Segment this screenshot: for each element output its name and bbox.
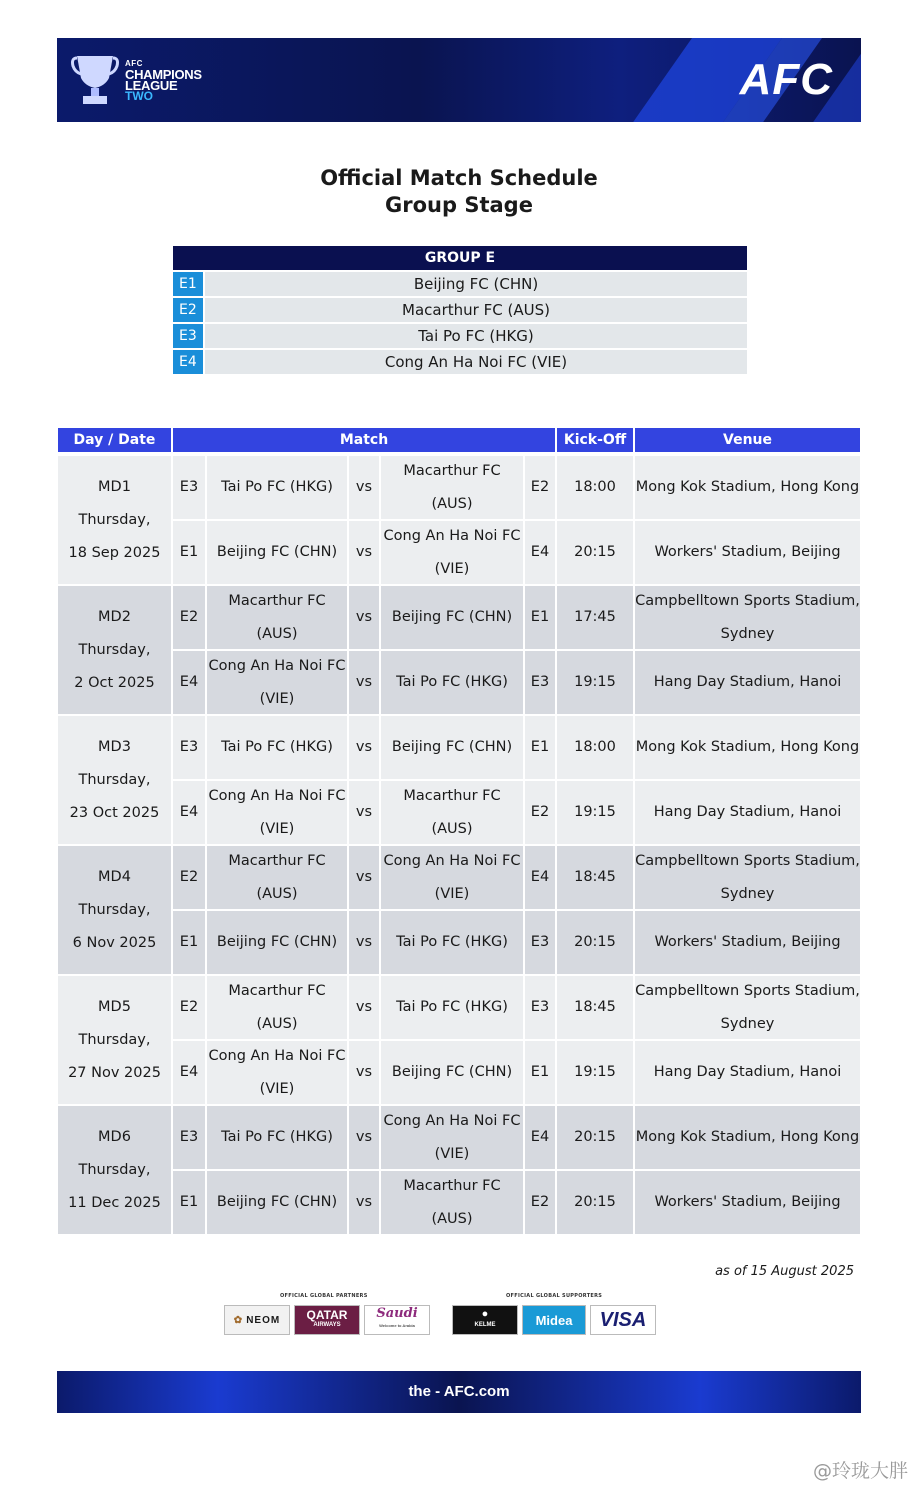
venue: Hang Day Stadium, Hanoi — [635, 651, 860, 714]
schedule-header-row — [58, 428, 860, 452]
matchday-date-cell — [58, 1106, 171, 1234]
home-team: Tai Po FC (HKG) — [207, 456, 347, 519]
group-table — [173, 246, 747, 374]
away-team-code: E4 — [525, 521, 555, 584]
home-team: Macarthur FC (AUS) — [207, 586, 347, 649]
home-team-code: E2 — [173, 976, 205, 1039]
matchday-date-cell — [58, 846, 171, 974]
kickoff-time: 19:15 — [557, 781, 633, 844]
sponsor-visa-logo: VISA — [590, 1305, 656, 1335]
kickoff-time: 18:45 — [557, 976, 633, 1039]
home-team-code: E3 — [173, 1106, 205, 1169]
footer-url: the - AFC.com — [408, 1383, 510, 1400]
venue: Workers' Stadium, Beijing — [635, 911, 860, 974]
group-header: GROUP E — [173, 246, 747, 270]
home-team: Beijing FC (CHN) — [207, 911, 347, 974]
vs-label: vs — [349, 781, 379, 844]
matchday-md: MD5 — [98, 998, 131, 1015]
kickoff-time: 18:00 — [557, 716, 633, 779]
venue: Workers' Stadium, Beijing — [635, 521, 860, 584]
home-team-code: E4 — [173, 651, 205, 714]
group-row — [173, 350, 747, 374]
venue: Campbelltown Sports Stadium, Sydney — [635, 846, 860, 909]
home-team: Macarthur FC (AUS) — [207, 846, 347, 909]
supporters-label: OFFICIAL GLOBAL SUPPORTERS — [506, 1293, 603, 1299]
team-code: E3 — [173, 324, 203, 348]
sponsor-saudi-logo: Saudi Welcome to Arabia — [364, 1305, 430, 1335]
matchday-block — [58, 976, 860, 1104]
matchday-weekday: Thursday, — [78, 1031, 151, 1048]
vs-label: vs — [349, 651, 379, 714]
home-team: Cong An Ha Noi FC (VIE) — [207, 781, 347, 844]
home-team: Tai Po FC (HKG) — [207, 1106, 347, 1169]
sponsor-kelme-logo: ● KELME — [452, 1305, 518, 1335]
paw-icon: ● — [481, 1308, 489, 1320]
home-team-code: E2 — [173, 586, 205, 649]
vs-label: vs — [349, 976, 379, 1039]
away-team: Cong An Ha Noi FC (VIE) — [381, 1106, 523, 1169]
group-row — [173, 324, 747, 348]
header-match: Match — [173, 428, 555, 452]
header-banner — [57, 38, 861, 122]
group-row — [173, 298, 747, 322]
venue: Hang Day Stadium, Hanoi — [635, 1041, 860, 1104]
title-line-2: Group Stage — [385, 193, 533, 217]
team-name: Tai Po FC (HKG) — [205, 324, 747, 348]
vs-label: vs — [349, 1171, 379, 1234]
home-team-code: E1 — [173, 911, 205, 974]
team-name: Macarthur FC (AUS) — [205, 298, 747, 322]
away-team: Beijing FC (CHN) — [381, 1041, 523, 1104]
away-team-code: E2 — [525, 1171, 555, 1234]
partners-label: OFFICIAL GLOBAL PARTNERS — [280, 1293, 368, 1299]
away-team: Tai Po FC (HKG) — [381, 911, 523, 974]
vs-label: vs — [349, 456, 379, 519]
acl-text-two: TWO — [125, 89, 153, 103]
team-code: E1 — [173, 272, 203, 296]
away-team-code: E1 — [525, 716, 555, 779]
matchday-date: 23 Oct 2025 — [69, 804, 160, 821]
kickoff-time: 20:15 — [557, 1106, 633, 1169]
kickoff-time: 18:45 — [557, 846, 633, 909]
away-team: Cong An Ha Noi FC (VIE) — [381, 846, 523, 909]
sponsor-neom-logo: ✿ NEOM — [224, 1305, 290, 1335]
header-day-date: Day / Date — [58, 428, 171, 452]
venue: Mong Kok Stadium, Hong Kong — [635, 716, 860, 779]
header-kickoff: Kick-Off — [557, 428, 633, 452]
vs-label: vs — [349, 911, 379, 974]
matchday-date: 27 Nov 2025 — [68, 1064, 161, 1081]
away-team-code: E1 — [525, 1041, 555, 1104]
acl-two-logo — [71, 52, 261, 108]
header-venue: Venue — [635, 428, 860, 452]
matchday-block — [58, 846, 860, 974]
home-team: Macarthur FC (AUS) — [207, 976, 347, 1039]
away-team: Cong An Ha Noi FC (VIE) — [381, 521, 523, 584]
away-team-code: E1 — [525, 586, 555, 649]
away-team-code: E2 — [525, 456, 555, 519]
matchday-date: 2 Oct 2025 — [74, 674, 155, 691]
away-team-code: E4 — [525, 1106, 555, 1169]
matchday-weekday: Thursday, — [78, 511, 151, 528]
home-team-code: E3 — [173, 456, 205, 519]
venue: Campbelltown Sports Stadium, Sydney — [635, 976, 860, 1039]
acl-text-afc: AFC — [125, 59, 143, 68]
vs-label: vs — [349, 586, 379, 649]
venue: Mong Kok Stadium, Hong Kong — [635, 456, 860, 519]
acl-text-champions: CHAMPIONS — [125, 67, 202, 82]
as-of-date: as of 15 August 2025 — [715, 1264, 854, 1279]
away-team-code: E3 — [525, 651, 555, 714]
home-team-code: E3 — [173, 716, 205, 779]
sponsor-qatar-airways-logo: QATAR AIRWAYS — [294, 1305, 360, 1335]
home-team-code: E4 — [173, 781, 205, 844]
matchday-md: MD6 — [98, 1128, 131, 1145]
sponsors-strip — [222, 1293, 662, 1343]
venue: Mong Kok Stadium, Hong Kong — [635, 1106, 860, 1169]
home-team-code: E1 — [173, 521, 205, 584]
matchday-block — [58, 1106, 860, 1234]
matchday-weekday: Thursday, — [78, 641, 151, 658]
matchday-weekday: Thursday, — [78, 771, 151, 788]
team-code: E4 — [173, 350, 203, 374]
matchday-date-cell — [58, 456, 171, 584]
venue: Hang Day Stadium, Hanoi — [635, 781, 860, 844]
matchday-weekday: Thursday, — [78, 1161, 151, 1178]
matchday-date: 11 Dec 2025 — [68, 1194, 161, 1211]
matchday-date: 6 Nov 2025 — [72, 934, 157, 951]
schedule-table — [58, 428, 860, 1227]
matchday-block — [58, 456, 860, 584]
matchday-date-cell — [58, 976, 171, 1104]
acl-text-league: LEAGUE — [125, 78, 178, 93]
page-title — [0, 165, 918, 219]
matchday-date-cell — [58, 716, 171, 844]
vs-label: vs — [349, 521, 379, 584]
home-team: Tai Po FC (HKG) — [207, 716, 347, 779]
afc-logo: AFC — [739, 55, 833, 104]
kickoff-time: 20:15 — [557, 521, 633, 584]
away-team: Macarthur FC (AUS) — [381, 456, 523, 519]
away-team: Beijing FC (CHN) — [381, 586, 523, 649]
away-team: Macarthur FC (AUS) — [381, 1171, 523, 1234]
team-name: Cong An Ha Noi FC (VIE) — [205, 350, 747, 374]
kickoff-time: 19:15 — [557, 1041, 633, 1104]
home-team: Cong An Ha Noi FC (VIE) — [207, 1041, 347, 1104]
vs-label: vs — [349, 716, 379, 779]
kickoff-time: 18:00 — [557, 456, 633, 519]
title-line-1: Official Match Schedule — [320, 166, 598, 190]
kickoff-time: 20:15 — [557, 1171, 633, 1234]
venue: Campbelltown Sports Stadium, Sydney — [635, 586, 860, 649]
away-team: Tai Po FC (HKG) — [381, 976, 523, 1039]
matchday-weekday: Thursday, — [78, 901, 151, 918]
matchday-block — [58, 586, 860, 714]
matchday-md: MD3 — [98, 738, 131, 755]
kickoff-time: 20:15 — [557, 911, 633, 974]
home-team-code: E2 — [173, 846, 205, 909]
matchday-md: MD1 — [98, 478, 131, 495]
home-team: Beijing FC (CHN) — [207, 1171, 347, 1234]
home-team: Beijing FC (CHN) — [207, 521, 347, 584]
matchday-md: MD4 — [98, 868, 131, 885]
away-team: Macarthur FC (AUS) — [381, 781, 523, 844]
vs-label: vs — [349, 1106, 379, 1169]
trophy-icon — [71, 52, 119, 108]
away-team-code: E3 — [525, 911, 555, 974]
matchday-date: 18 Sep 2025 — [68, 544, 161, 561]
matchday-md: MD2 — [98, 608, 131, 625]
vs-label: vs — [349, 846, 379, 909]
team-code: E2 — [173, 298, 203, 322]
kickoff-time: 17:45 — [557, 586, 633, 649]
kickoff-time: 19:15 — [557, 651, 633, 714]
venue: Workers' Stadium, Beijing — [635, 1171, 860, 1234]
sponsor-midea-logo: Midea — [522, 1305, 586, 1335]
away-team-code: E4 — [525, 846, 555, 909]
matchday-date-cell — [58, 586, 171, 714]
team-name: Beijing FC (CHN) — [205, 272, 747, 296]
away-team: Beijing FC (CHN) — [381, 716, 523, 779]
away-team-code: E2 — [525, 781, 555, 844]
watermark: @玲珑大胖 — [812, 1460, 908, 1482]
home-team-code: E4 — [173, 1041, 205, 1104]
vs-label: vs — [349, 1041, 379, 1104]
away-team: Tai Po FC (HKG) — [381, 651, 523, 714]
home-team: Cong An Ha Noi FC (VIE) — [207, 651, 347, 714]
matchday-block — [58, 716, 860, 844]
group-row — [173, 272, 747, 296]
footer-banner — [57, 1371, 861, 1413]
home-team-code: E1 — [173, 1171, 205, 1234]
away-team-code: E3 — [525, 976, 555, 1039]
